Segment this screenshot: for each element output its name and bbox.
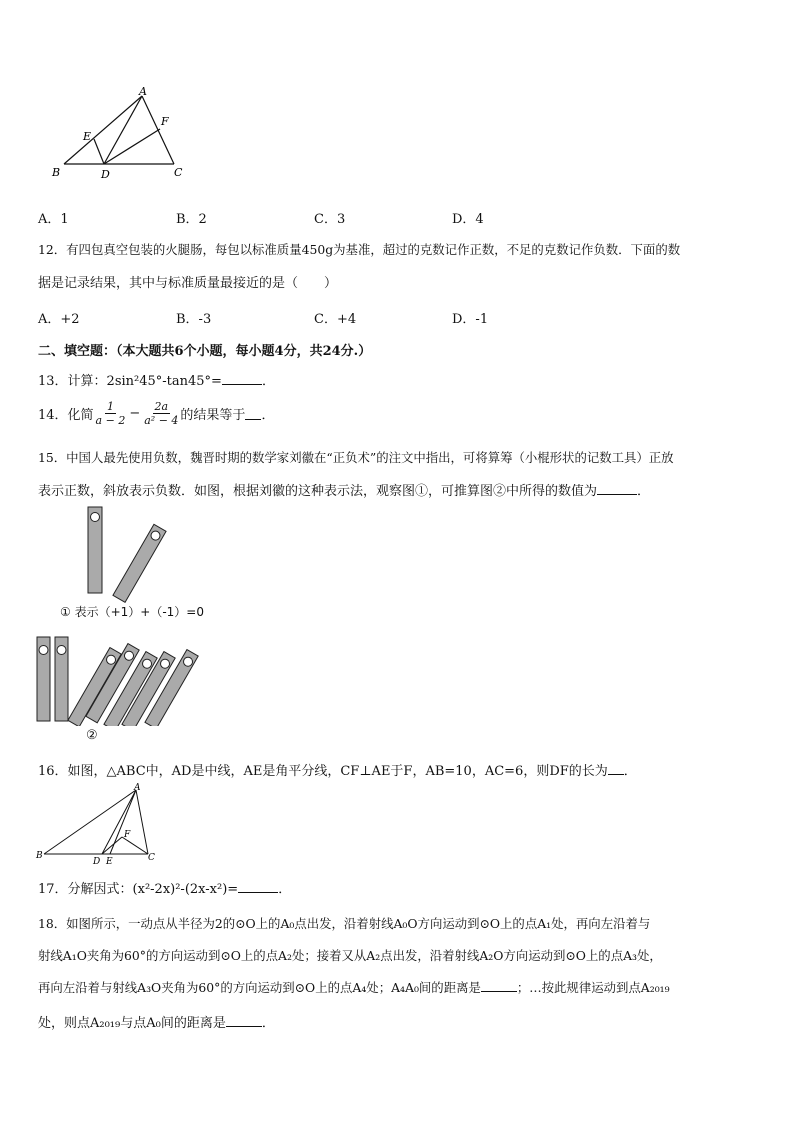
q14-suffix: 的结果等于 xyxy=(180,408,246,423)
label-e: E xyxy=(106,857,113,864)
q15-end: ． xyxy=(637,484,651,499)
q16-end: ． xyxy=(623,764,637,779)
q15-answer-blank xyxy=(597,482,637,495)
q17 xyxy=(38,878,291,897)
q17-text: 17．分解因式：(x²-2x)²-(2x-x²)= xyxy=(38,882,239,897)
q18-line4 xyxy=(38,1012,275,1031)
q17-end: ． xyxy=(278,882,292,897)
q18-answer-blank-2 xyxy=(226,1014,262,1027)
label-b: B xyxy=(52,166,61,179)
q18-answer-blank-1 xyxy=(481,979,517,992)
q13 xyxy=(38,370,275,389)
q13-text: 13．计算：2sin²45°-tan45°= xyxy=(38,374,222,389)
label-e: E xyxy=(83,130,92,143)
label-b: B xyxy=(36,851,43,861)
q16 xyxy=(38,760,637,779)
q14-f2-numerator: 2a xyxy=(154,400,169,413)
q13-end: ． xyxy=(261,374,275,389)
q18-line2: 射线A₁O夹角为60°的方向运动到⊙O上的点A₂处；接着又从A₂点出发，沿着射线A₂O方向运动到⊙O上的点A₃处， xyxy=(38,948,662,963)
label-a: A xyxy=(139,85,147,98)
q18-line4-b: ． xyxy=(261,1016,275,1031)
q18-line4-a: 处，则点A₂₀₁₉与点A₀间的距离是 xyxy=(38,1016,226,1031)
q15-figure-1-label: ① 表示（+1）+（-1）=0 xyxy=(60,605,204,619)
q17-answer-blank xyxy=(238,880,278,893)
q11-option-a: A．1 xyxy=(38,212,69,227)
q18-line3-a: 再向左沿着与射线A₃O夹角为60°的方向运动到⊙O上的点A₄处；A₄A₀间的距离是 xyxy=(38,980,481,995)
q12-line2: 据是记录结果，其中与标准质量最接近的是（ ） xyxy=(38,276,338,291)
q14-fraction-2 xyxy=(142,400,180,427)
section-heading: 二、填空题：（本大题共6个小题，每小题4分，共24分.） xyxy=(38,344,372,359)
q15-line1: 15．中国人最先使用负数，魏晋时期的数学家刘徽在“正负术”的注文中指出，可将算筹（小棍形状的记数工具）正放 xyxy=(38,450,674,465)
triangle-figure-q11 xyxy=(44,84,194,184)
label-c: C xyxy=(148,853,155,863)
label-f: F xyxy=(161,115,169,128)
q14-f1-denominator: a − 2 xyxy=(95,414,126,427)
counting-rods-figure-2 xyxy=(34,634,204,726)
q18-line1: 18．如图所示，一动点从半径为2的⊙O上的A₀点出发，沿着射线A₀O方向运动到⊙O上的点A₁处，再向左沿着与 xyxy=(38,916,651,931)
q11-option-d: D．4 xyxy=(452,212,484,227)
q15-figure-2-label: ② xyxy=(86,728,98,743)
label-d: D xyxy=(101,168,110,181)
q15-line2 xyxy=(38,480,650,499)
label-c: C xyxy=(174,166,183,179)
q14-end: ． xyxy=(261,408,275,423)
q16-text: 16．如图，△ABC中，AD是中线，AE是角平分线，CF⊥AE于F，AB=10，AC=6，则DF的长为 xyxy=(38,764,608,779)
q12-line1: 12．有四包真空包装的火腿肠，每包以标准质量450g为基准，超过的克数记作正数，不足的克数记作负数．下面的数 xyxy=(38,242,681,257)
q11-option-c: C．3 xyxy=(314,212,346,227)
q14-prefix: 14．化简 xyxy=(38,408,94,423)
q12-option-d: D．-1 xyxy=(452,312,489,327)
label-d: D xyxy=(93,857,101,864)
q11-option-b: B．2 xyxy=(176,212,207,227)
q18-line3 xyxy=(38,978,670,996)
q14-fraction-1 xyxy=(94,400,128,427)
label-f: F xyxy=(124,830,131,840)
q12-option-c: C．+4 xyxy=(314,312,357,327)
q12-option-a: A．+2 xyxy=(38,312,80,327)
q14 xyxy=(38,400,274,427)
q14-answer-blank xyxy=(245,407,261,420)
counting-rods-figure-1 xyxy=(80,505,180,605)
q13-answer-blank xyxy=(222,372,262,385)
q14-minus: − xyxy=(129,406,141,421)
q15-line2-text: 表示正数，斜放表示负数．如图，根据刘徽的这种表示法，观察图①，可推算图②中所得的数值为 xyxy=(38,484,598,499)
q18-line3-b: ；…按此规律运动到点A₂₀₁₉ xyxy=(516,980,670,995)
q14-f2-denominator: a² − 4 xyxy=(144,414,179,427)
q12-option-b: B．-3 xyxy=(176,312,212,327)
q14-f1-numerator: 1 xyxy=(106,400,114,413)
q16-answer-blank xyxy=(608,762,624,775)
label-a: A xyxy=(134,783,141,793)
triangle-figure-q16 xyxy=(34,782,164,864)
